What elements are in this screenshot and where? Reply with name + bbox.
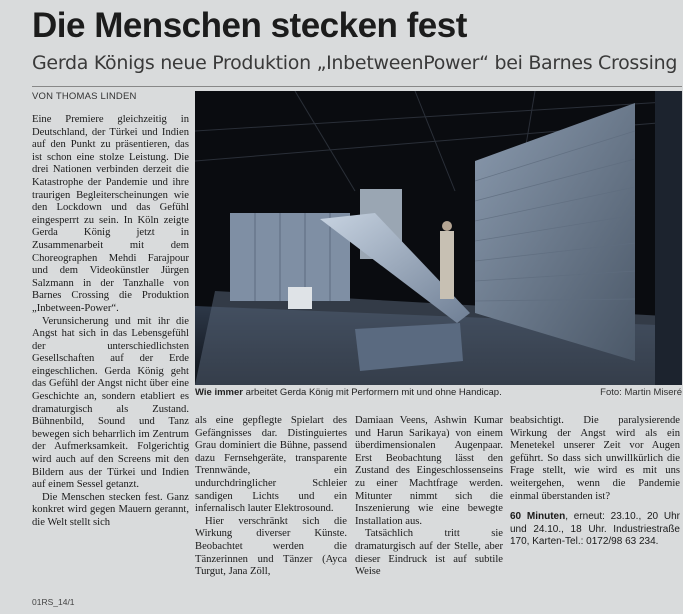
byline: VON THOMAS LINDEN — [32, 91, 137, 102]
page-footer-code: 01RS_14/1 — [32, 597, 75, 607]
stage-photo-graphic — [195, 91, 682, 385]
paragraph: Hier verschränkt sich die Wirkung diverser Künste. Beobachtet werden die Tänzerinnen und Tänzer (Ayca Turgut, Jana Zöll, — [195, 515, 347, 578]
paragraph: Verunsicherung und mit ihr die Angst hat sich in das Lebensgefühl der unterschiedlichsten Gesellschaften auf der Erde eingeschlichen. Gerda König geht das Gefühl der Angst nicht über eine Geschichte an, sondern etabliert es dramaturgisch als Zustand. Bühnenbild, Sound und Tanz bewegen sich beharrlich im Zentrum der Aufmerksamkeit. Folgerichtig wird auch auf den Screens mit den Bildern aus der Türkei und Indien auf einem Sessel getanzt. — [32, 315, 189, 491]
photo-caption — [195, 387, 682, 398]
event-details: , erneut: 23.10., 20 Uhr und 24.10., 18 Uhr. Industriestraße 170, Karten-Tel.: 0172/98 63 234. — [510, 511, 680, 548]
paragraph: als eine gepflegte Spielart des Gefängnisses dar. Distinguiertes Grau dominiert die Bühne, passend dazu Fernsehgeräte, transparente Trennwände, ein undurchdringlicher Schleier sandigen Lichts und ein infernalisch lauter Elektrosound. — [195, 415, 347, 515]
paragraph: Die Menschen stecken fest. Ganz konkret wird gegen Mauern gerannt, die Welt stellt sich — [32, 491, 189, 528]
caption-text: arbeitet Gerda König mit Performern mit und ohne Handicap. — [242, 387, 502, 398]
divider — [32, 86, 682, 87]
subheadline: Gerda Königs neue Produktion „InbetweenPower“ bei Barnes Crossing — [32, 52, 678, 74]
photo-credit: Foto: Martin Miseré — [600, 387, 682, 398]
article-column-1 — [32, 114, 189, 530]
paragraph: Damiaan Veens, Ashwin Kumar und Harun Sarikaya) von einem überdimensionalen Augenpaar. Erst Beobachtung lässt den Zustand des Eingeschlossenseins zu einer Machtfrage werden. Mitunter nimmt sich die Inszenierung wie eine bewegte Installation aus. — [355, 415, 503, 527]
article-column-4 — [510, 415, 680, 549]
caption-lead: Wie immer — [195, 387, 243, 398]
paragraph: beabsichtigt. Die paralysierende Wirkung der Angst wird als ein Menetekel unserer Zeit vor Augen geführt. So dass sich unwillkürlich die Frage stellt, wie wird es mit uns weitergehen, wenn die Pandemie einmal überstanden ist? — [510, 415, 680, 502]
stage-photo — [195, 91, 682, 385]
event-info — [510, 511, 680, 549]
headline: Die Menschen stecken fest — [32, 6, 467, 45]
article-column-2 — [195, 415, 347, 579]
event-duration: 60 Minuten — [510, 511, 566, 523]
paragraph: Eine Premiere gleichzeitig in Deutschland, der Türkei und Indien auf den Punkt zu präsentieren, das ist schon eine stolze Leistung. Die drei Nationen verbinden derzeit die Katastrophe der Pandemie und ihre traurigen Begleiterscheinungen wie den Lockdown und das Gefühl eingesperrt zu sein. In Köln zeigte Gerda König jetzt in Zusammenarbeit mit dem Choreographen Mehdi Farajpour und dem Videokünstler Jürgen Salzmann in der Tanzhalle von Barnes Crossing die Produktion „Inbetween-Power“. — [32, 114, 189, 314]
article-column-3 — [355, 415, 503, 579]
paragraph: Tatsächlich tritt sie dramaturgisch auf der Stelle, aber dieser Eindruck ist auf subtile Weise — [355, 528, 503, 578]
